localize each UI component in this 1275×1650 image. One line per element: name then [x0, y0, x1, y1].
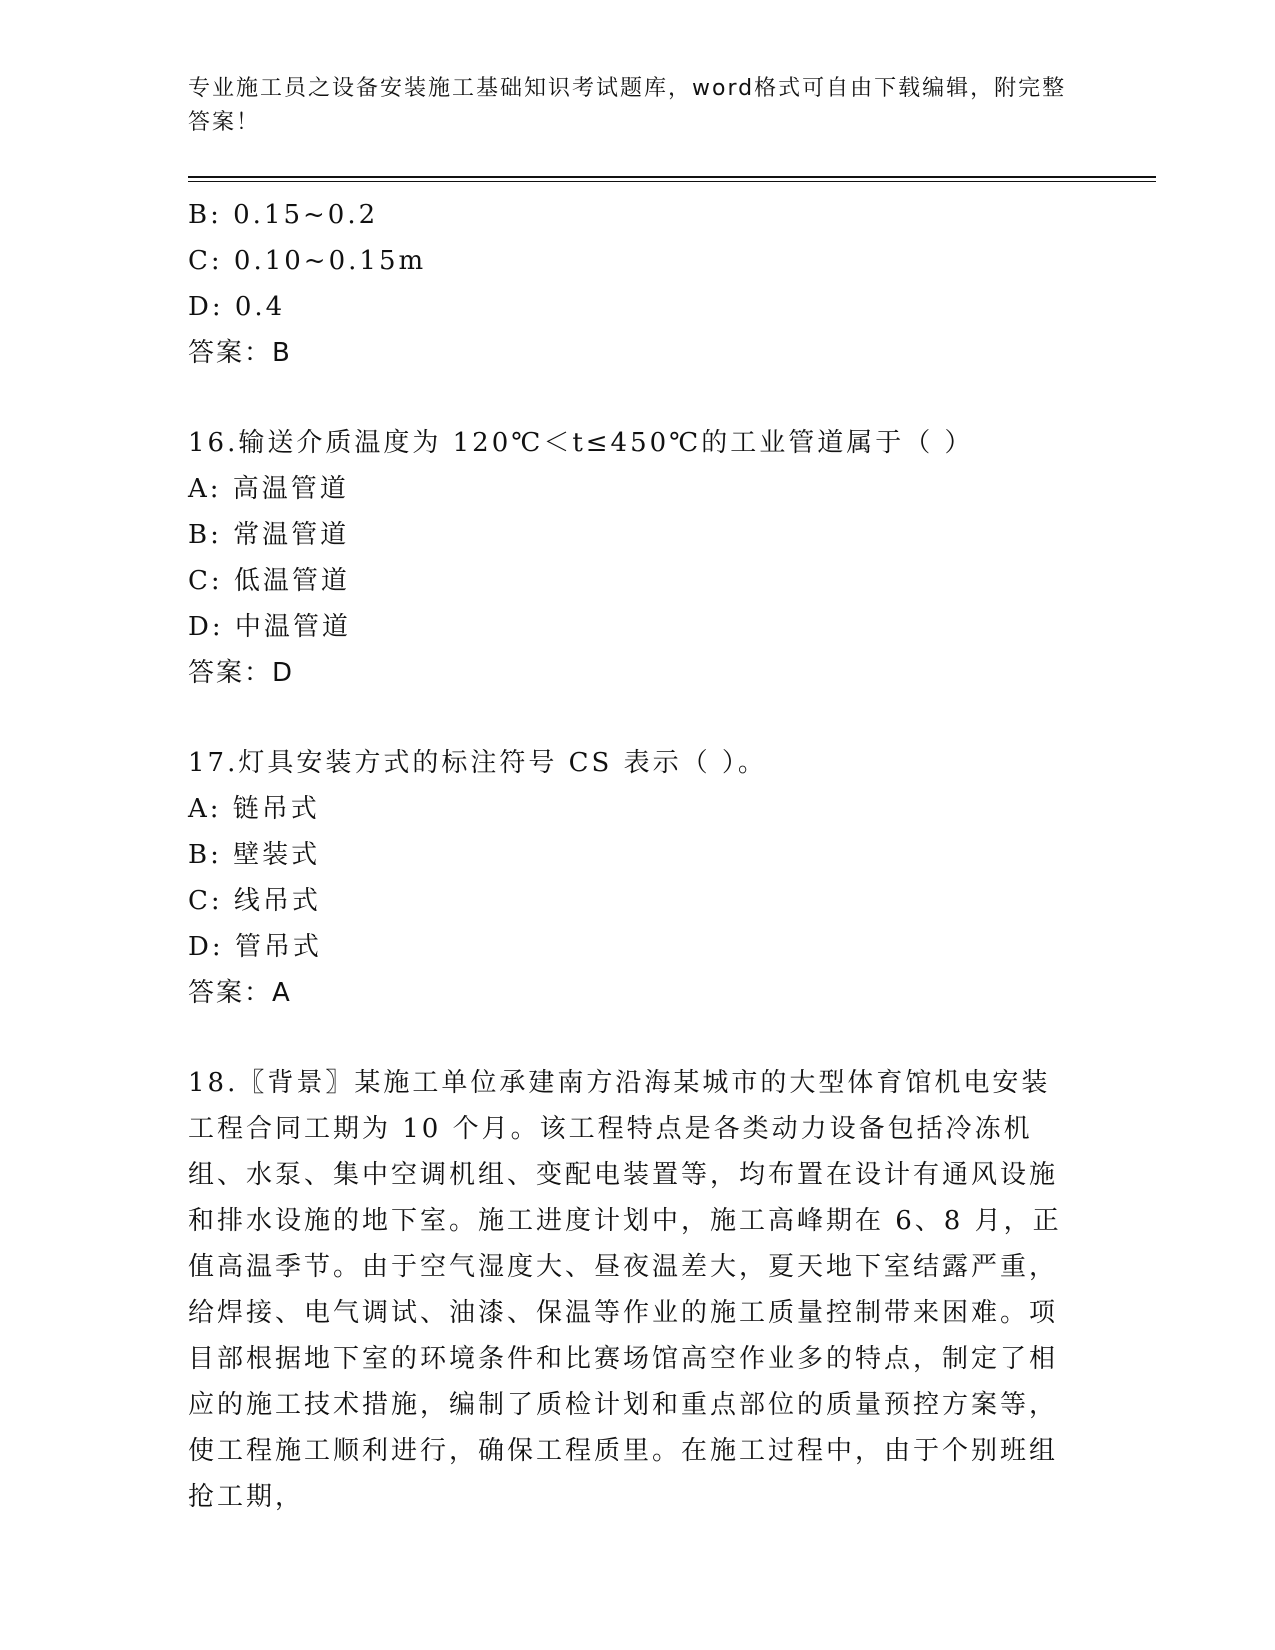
- q15-option-c: C: 0.10~0.15m: [188, 246, 427, 276]
- header-divider-thin: [188, 181, 1156, 182]
- spacer: [188, 1016, 1078, 1060]
- q16-option-d: D: 中温管道: [188, 612, 351, 642]
- q17-option-a: A: 链吊式: [188, 794, 320, 824]
- q18-background-paragraph: 18.〖背景〗某施工单位承建南方沿海某城市的大型体育馆机电安装工程合同工期为 10 个月。该工程特点是各类动力设备包括冷冻机组、水泵、集中空调机组、变配电装置等，均布置在设计有通风设施和排水设施的地下室。施工进度计划中，施工高峰期在 6、8 月，正值高温季节。由于空气湿度大、昼夜温差大，夏天地下室结露严重，给焊接、电气调试、油漆、保温等作业的施工质量控制带来困难。项目部根据地下室的环境条件和比赛场馆高空作业多的特点，制定了相应的施工技术措施，编制了质检计划和重点部位的质量预控方案等，使工程施工顺利进行，确保工程质里。在施工过程中，由于个别班组抢工期，: [188, 1068, 1062, 1512]
- q17-option-d: D: 管吊式: [188, 932, 322, 962]
- document-header: 专业施工员之设备安装施工基础知识考试题库，word格式可自由下载编辑，附完整答案！: [188, 76, 1067, 135]
- q17-question: 17.灯具安装方式的标注符号 CS 表示（ ）。: [188, 748, 767, 778]
- q16-option-b: B: 常温管道: [188, 520, 350, 550]
- q16-option-c: C: 低温管道: [188, 566, 350, 596]
- header-divider-thick: [188, 176, 1156, 178]
- q17-option-b: B: 壁装式: [188, 840, 321, 870]
- q16-option-a: A: 高温管道: [188, 474, 349, 504]
- q15-answer: 答案：B: [188, 338, 292, 368]
- spacer: [188, 696, 1078, 740]
- q15-option-b: B: 0.15~0.2: [188, 200, 379, 230]
- q15-option-d: D: 0.4: [188, 292, 286, 322]
- q17-answer: 答案：A: [188, 978, 292, 1008]
- spacer: [188, 376, 1078, 420]
- q17-option-c: C: 线吊式: [188, 886, 321, 916]
- q16-question: 16.输送介质温度为 120℃＜t≤450℃的工业管道属于（ ）: [188, 428, 974, 458]
- q16-answer: 答案：D: [188, 658, 295, 688]
- question-content: [188, 192, 1078, 1520]
